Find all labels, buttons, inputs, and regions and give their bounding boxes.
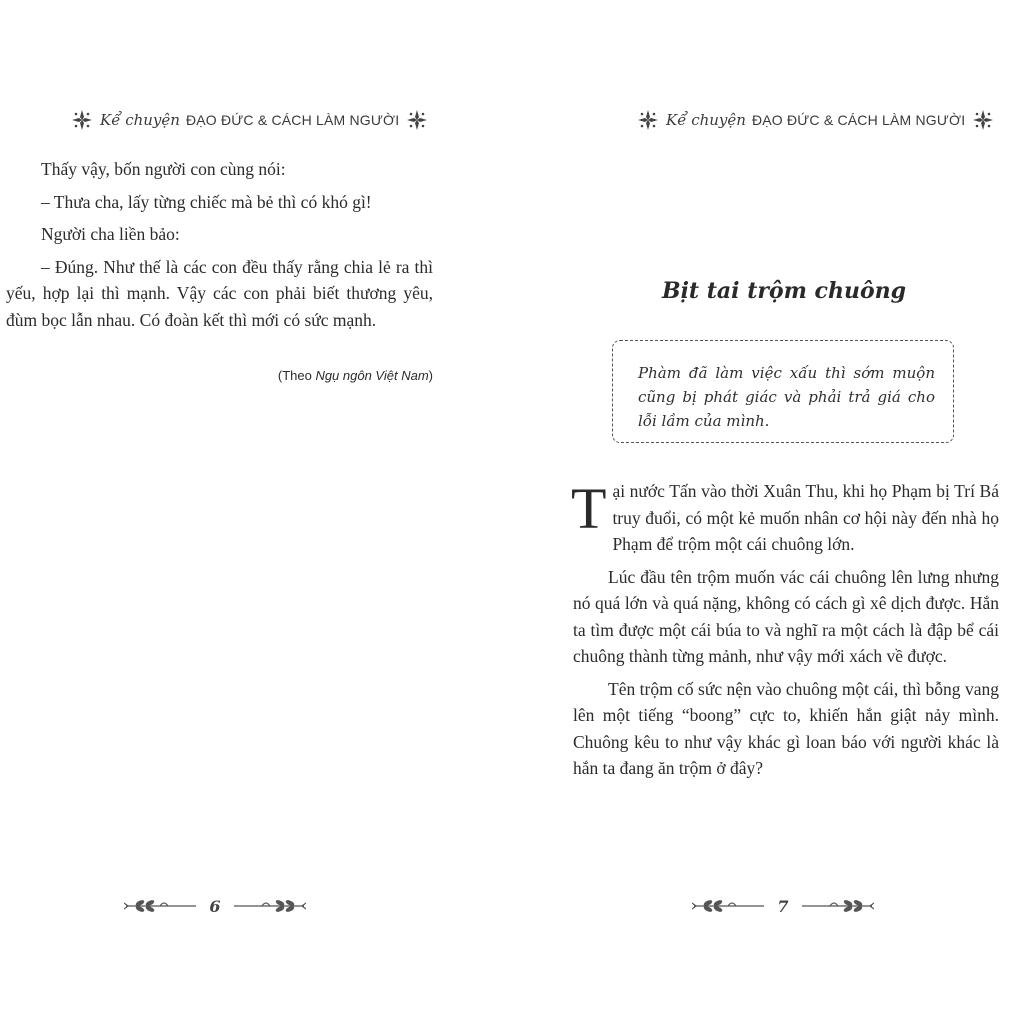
right-body-text bbox=[573, 478, 999, 788]
series-label: Kể chuyện bbox=[666, 111, 746, 129]
paragraph bbox=[573, 478, 999, 558]
paragraph: Tên trộm cố sức nện vào chuông một cái, thì bỗng vang lên một tiếng “boong” cực to, khiến hắn giật nảy mình. Chuông kêu to như vậy khác gì loan báo với người khác là hắn ta đang ăn trộm ở đây? bbox=[573, 678, 999, 778]
left-body-text bbox=[6, 156, 433, 339]
moral-box: Phàm đã làm việc xấu thì sớm muộn cũng bị phát giác và phải trả giá cho lỗi lầm của mình. bbox=[612, 340, 954, 443]
book-title: ĐẠO ĐỨC & CÁCH LÀM NGƯỜI bbox=[185, 112, 400, 128]
citation bbox=[200, 368, 433, 383]
citation-source: Ngụ ngôn Việt Nam bbox=[315, 368, 429, 383]
floral-ornament-icon bbox=[636, 108, 660, 132]
paragraph: – Đúng. Như thế là các con đều thấy rằng chia lẻ ra thì yếu, hợp lại thì mạnh. Vậy các con phải biết thương yêu, đùm bọc lẫn nhau. Có đoàn kết thì mới có sức mạnh. bbox=[6, 256, 433, 330]
series-label: Kể chuyện bbox=[100, 111, 180, 129]
paragraph: Người cha liền bảo: bbox=[41, 224, 180, 244]
first-paragraph-text: ại nước Tấn vào thời Xuân Thu, khi họ Phạm bị Trí Bá truy đuổi, có một kẻ muốn nhân cơ hội này đến nhà họ Phạm để trộm một cái chuông lớn. bbox=[612, 481, 999, 554]
book-title: ĐẠO ĐỨC & CÁCH LÀM NGƯỜI bbox=[751, 112, 966, 128]
page-footer bbox=[124, 894, 306, 918]
right-page bbox=[512, 0, 1024, 1024]
citation-prefix: (Theo bbox=[277, 368, 316, 383]
story-title: Bịt tai trộm chuông bbox=[661, 278, 906, 304]
floral-ornament-icon bbox=[70, 108, 94, 132]
leaf-vine-icon bbox=[800, 898, 874, 914]
leaf-vine-icon bbox=[124, 898, 198, 914]
running-header bbox=[70, 106, 429, 134]
leaf-vine-icon bbox=[692, 898, 766, 914]
paragraph: – Thưa cha, lấy từng chiếc mà bẻ thì có khó gì! bbox=[41, 191, 372, 212]
page-number: 6 bbox=[209, 896, 221, 916]
drop-cap: T bbox=[571, 476, 607, 541]
page-footer bbox=[692, 894, 874, 918]
running-header bbox=[636, 106, 995, 134]
citation-suffix: ) bbox=[428, 368, 433, 383]
leaf-vine-icon bbox=[232, 898, 306, 914]
page-number: 7 bbox=[777, 896, 789, 916]
floral-ornament-icon bbox=[405, 108, 429, 132]
paragraph: Lúc đầu tên trộm muốn vác cái chuông lên lưng nhưng nó quá lớn và quá nặng, không có cách gì xê dịch được. Hắn ta tìm được một cái búa to và nghĩ ra một cách là đập bể cái chuông thành từng mảnh, như vậy mới xách về được. bbox=[573, 566, 999, 666]
floral-ornament-icon bbox=[971, 108, 995, 132]
paragraph: Thấy vậy, bốn người con cùng nói: bbox=[41, 159, 286, 179]
